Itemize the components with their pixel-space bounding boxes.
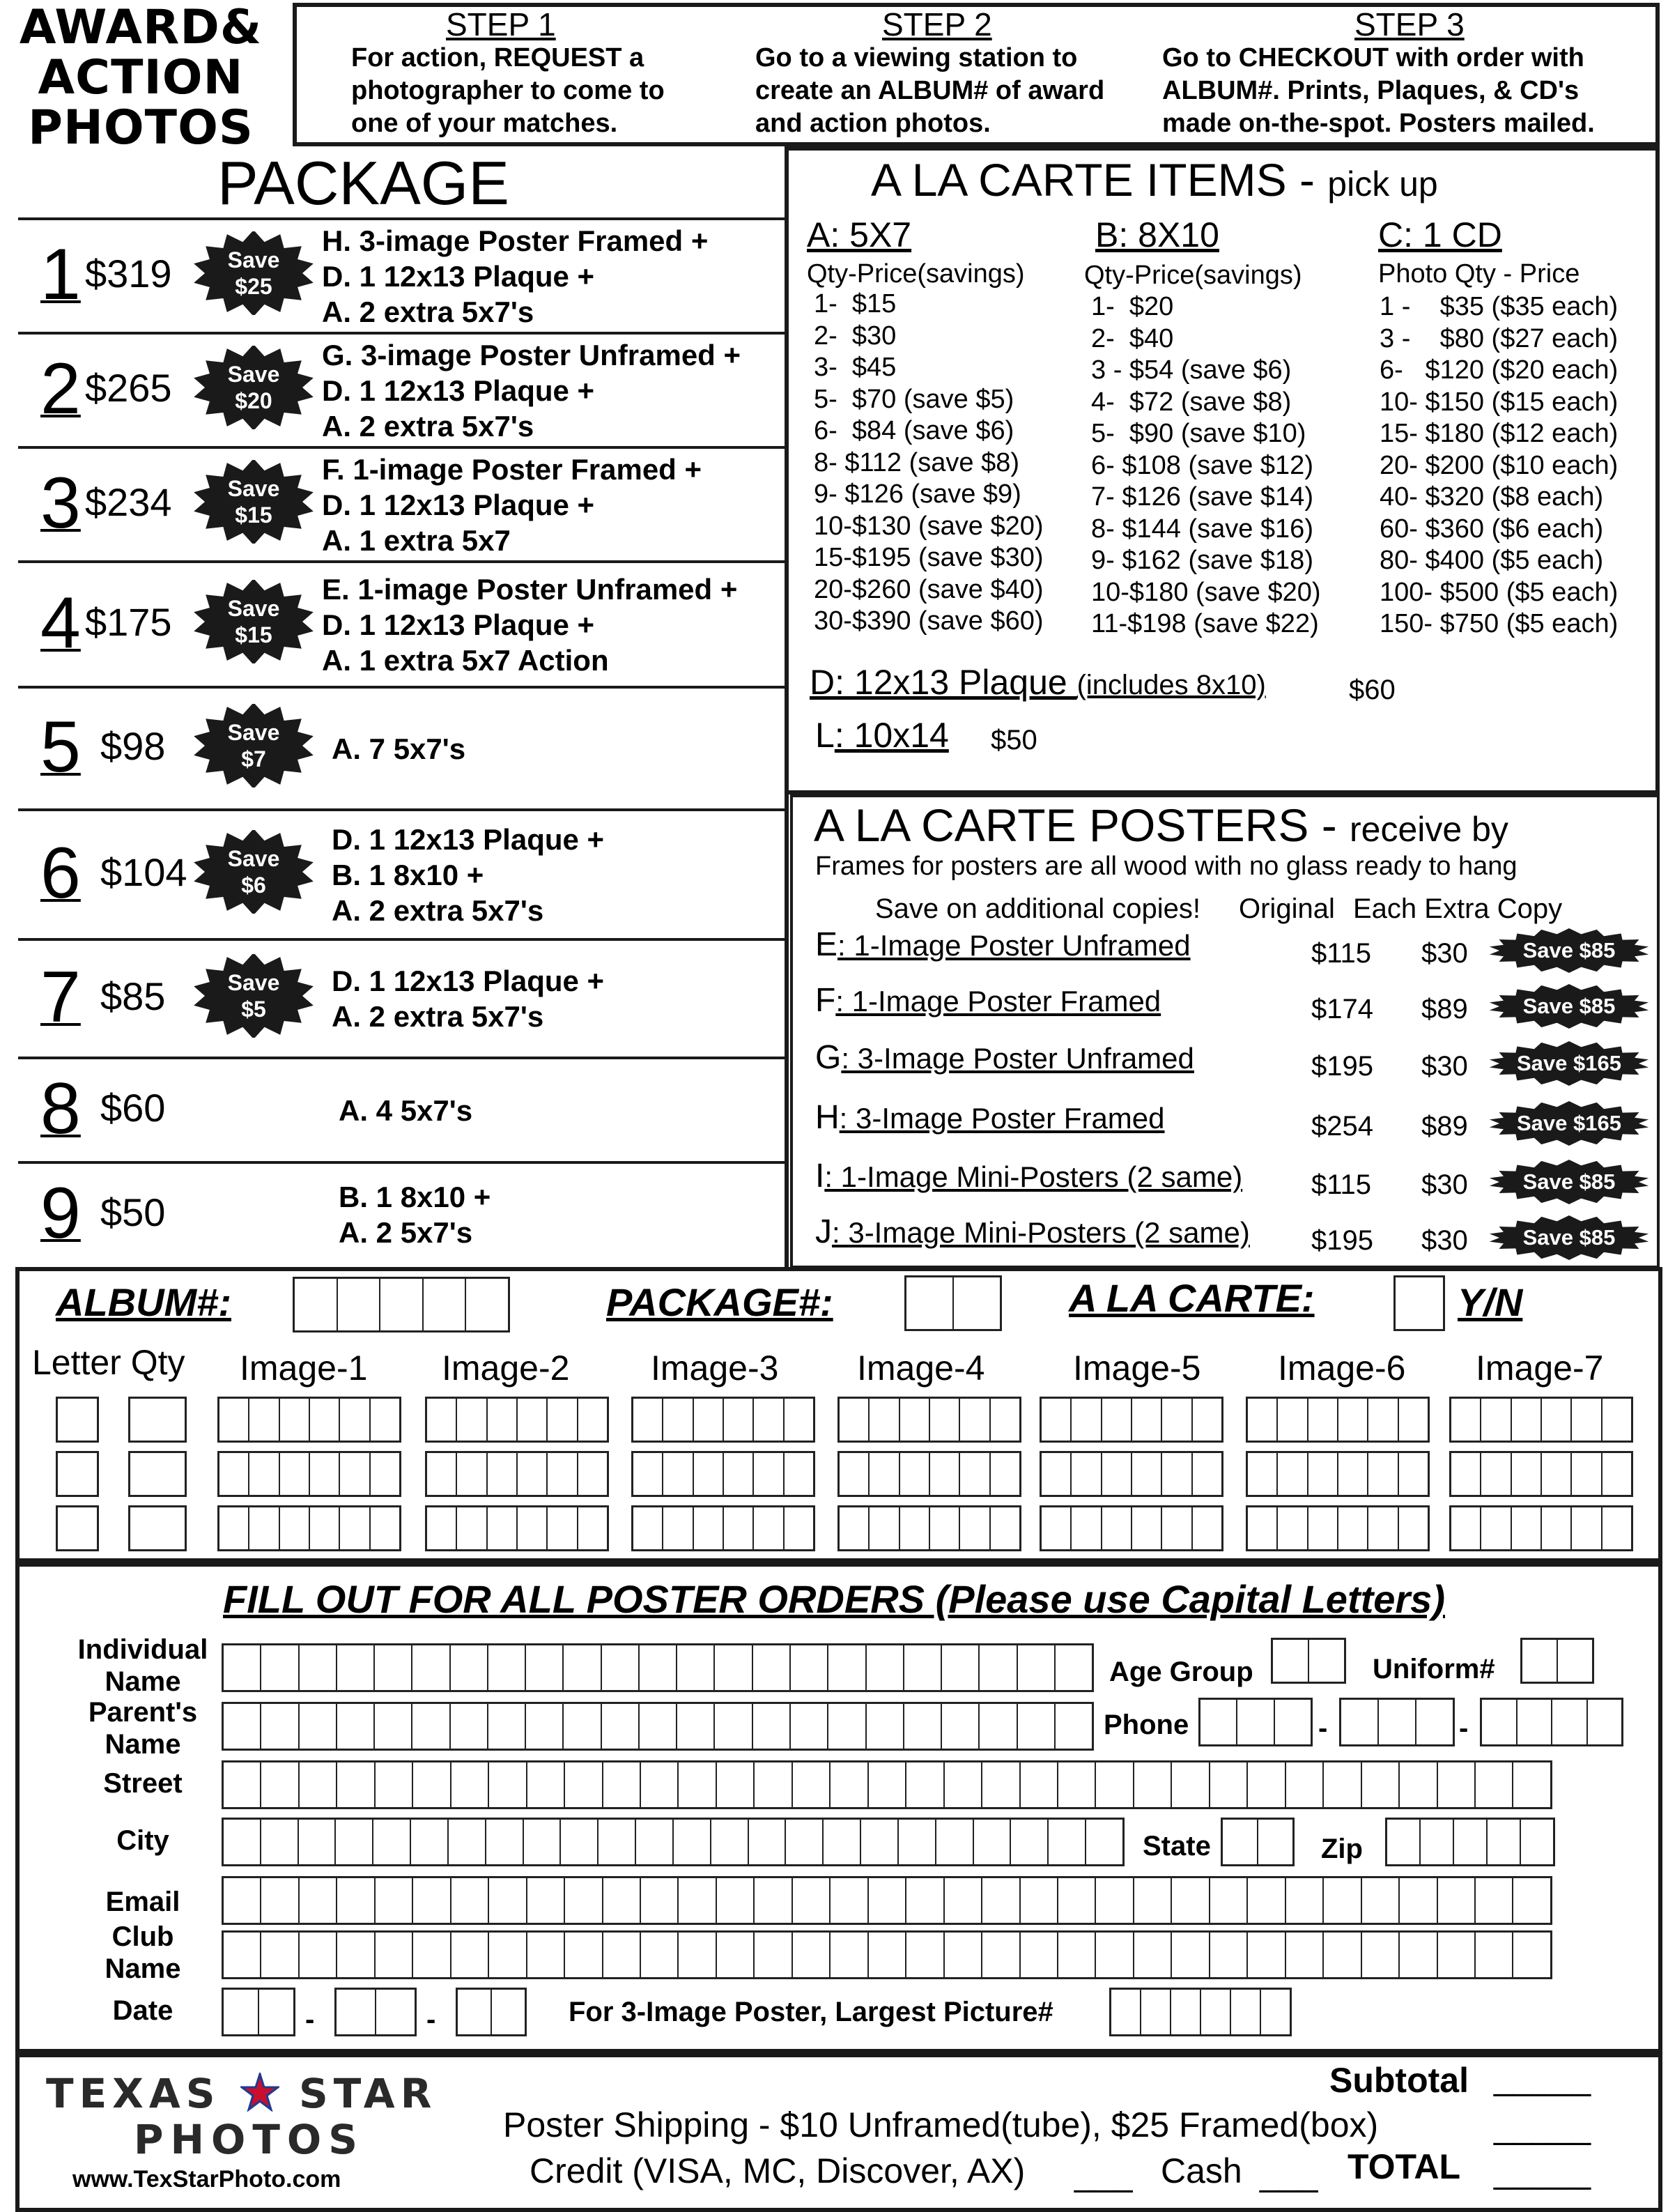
package-number: 7	[40, 957, 81, 1038]
state-input[interactable]	[1221, 1818, 1295, 1866]
package-number: 2	[40, 348, 81, 429]
package-items: D. 1 12x13 Plaque + B. 1 8x10 + A. 2 extra 5x7's	[332, 822, 605, 927]
star-icon	[240, 2073, 279, 2112]
image-number-input[interactable]	[1449, 1451, 1633, 1497]
total-label: TOTAL	[1347, 2147, 1461, 2186]
image-number-input[interactable]	[1246, 1397, 1430, 1443]
package-number-input[interactable]	[904, 1275, 1002, 1331]
date-month-input[interactable]	[222, 1988, 295, 2036]
street-input[interactable]	[222, 1760, 1552, 1809]
package-price: $234	[85, 480, 172, 524]
image-number-input[interactable]	[837, 1397, 1021, 1443]
plaque-row: D: 12x13 Plaque (includes 8x10)	[810, 663, 1266, 702]
state-label: State	[1143, 1831, 1211, 1861]
poster-original-price: $115	[1311, 1169, 1372, 1200]
image-header: Image-1	[240, 1349, 368, 1388]
package-price: $319	[85, 252, 172, 295]
image-number-input[interactable]	[425, 1397, 609, 1443]
poster-row: G: 3-Image Poster Unframed	[815, 1039, 1194, 1076]
phone-dash-1: -	[1318, 1713, 1328, 1744]
posters-col-save: Save on additional copies!	[875, 893, 1200, 924]
image-header: Image-5	[1073, 1349, 1201, 1388]
image-number-input[interactable]	[631, 1505, 815, 1551]
image-number-input[interactable]	[217, 1505, 401, 1551]
image-number-input[interactable]	[425, 1451, 609, 1497]
package-items: H. 3-image Poster Framed + D. 1 12x13 Plaque + A. 2 extra 5x7's	[322, 224, 709, 328]
save-burst: Save $15	[192, 580, 315, 663]
package-number-label: PACKAGE#:	[606, 1280, 833, 1324]
club-name-input[interactable]	[222, 1930, 1552, 1979]
package-divider	[18, 332, 785, 335]
letter-input[interactable]	[56, 1451, 99, 1497]
col-5x7-list: 1- $15 2- $30 3- $45 5- $70 (save $5) 6- $84 (save $6) 8- $112 (save $8) 9- $126 (save $9) 10-$130 (save $20) 15-$195 (save $30) 20-$260 (save $40) 30-$390 (save $60)	[814, 289, 1044, 636]
image-header: Image-7	[1476, 1349, 1604, 1388]
date-day-input[interactable]	[334, 1988, 417, 2036]
col-8x10-list: 1- $20 2- $40 3 - $54 (save $6) 4- $72 (save $8) 5- $90 (save $10) 6- $108 (save $12) 7- $126 (save $14) 8- $144 (save $16) 9- $162 (save $18) 10-$180 (save $20) 11-$198 (save $22)	[1091, 292, 1321, 638]
package-divider	[18, 808, 785, 811]
image-number-input[interactable]	[1449, 1505, 1633, 1551]
album-input[interactable]	[293, 1277, 510, 1332]
package-items: E. 1-image Poster Unframed + D. 1 12x13 Plaque + A. 1 extra 5x7 Action	[322, 572, 738, 677]
col-5x7-sub: Qty-Price(savings)	[807, 259, 1025, 289]
largest-picture-label: For 3-Image Poster, Largest Picture#	[569, 1997, 1053, 2027]
image-header: Image-4	[857, 1349, 985, 1388]
package-number: 6	[40, 833, 81, 914]
subtotal-label: Subtotal	[1329, 2061, 1469, 2100]
poster-row: F: 1-Image Poster Framed	[815, 982, 1161, 1019]
posters-col-original: Original	[1239, 893, 1335, 924]
poster-original-price: $254	[1311, 1111, 1373, 1142]
image-number-input[interactable]	[425, 1505, 609, 1551]
date-dash-2: -	[426, 2004, 436, 2035]
age-group-label: Age Group	[1109, 1657, 1253, 1687]
package-number: 1	[40, 234, 81, 315]
package-number: 4	[40, 583, 81, 663]
cash-text: Cash	[1161, 2151, 1242, 2190]
award-action-logo	[1, 0, 280, 155]
package-items: B. 1 8x10 + A. 2 5x7's	[339, 1181, 491, 1249]
parents-name-label: Parent's Name	[88, 1697, 198, 1760]
total-blank[interactable]: _____	[1494, 2151, 1591, 2190]
poster-row: J: 3-Image Mini-Posters (2 same)	[815, 1213, 1250, 1250]
image-number-input[interactable]	[837, 1505, 1021, 1551]
save-burst: Save $25	[192, 231, 315, 315]
package-title: PACKAGE	[217, 148, 509, 217]
club-name-label: Club Name	[105, 1921, 181, 1984]
poster-extra-price: $30	[1421, 1051, 1468, 1082]
uniform-input[interactable]	[1520, 1638, 1594, 1684]
poster-row: I: 1-Image Mini-Posters (2 same)	[815, 1158, 1243, 1195]
poster-extra-price: $30	[1421, 1169, 1468, 1200]
package-items: A. 7 5x7's	[332, 732, 466, 765]
image-number-input[interactable]	[1040, 1451, 1223, 1497]
shipping-blank[interactable]: _____	[1494, 2107, 1591, 2146]
package-divider	[18, 217, 785, 220]
poster-original-price: $174	[1311, 994, 1373, 1024]
step-1-title: STEP 1	[446, 6, 556, 43]
alacarte-yn-input[interactable]	[1393, 1275, 1445, 1331]
col-cd-header: C: 1 CD	[1378, 215, 1502, 254]
email-label: Email	[105, 1887, 180, 1917]
texas-star-brand: TEXAS STAR	[46, 2070, 438, 2117]
step-2-title: STEP 2	[882, 6, 992, 43]
letter-input[interactable]	[56, 1397, 99, 1443]
date-label: Date	[112, 1995, 173, 2026]
credit-text: Credit (VISA, MC, Discover, AX)	[530, 2151, 1026, 2190]
poster-row: E: 1-Image Poster Unframed	[815, 926, 1191, 963]
step-2-text: Go to a viewing station to create an ALBUM# of award and action photos.	[755, 43, 1105, 138]
package-price: $265	[85, 366, 172, 410]
subtotal-blank[interactable]: _____	[1494, 2058, 1591, 2097]
package-divider	[18, 1161, 785, 1164]
image-number-input[interactable]	[217, 1397, 401, 1443]
image-number-input[interactable]	[1246, 1505, 1430, 1551]
col-cd-sub: Photo Qty - Price	[1378, 259, 1580, 289]
parents-name-input[interactable]	[222, 1702, 1094, 1751]
image-number-input[interactable]	[631, 1397, 815, 1443]
save-burst: Save $5	[192, 954, 315, 1038]
poster-row: H: 3-Image Poster Framed	[815, 1099, 1165, 1136]
col-8x10-header: B: 8X10	[1095, 215, 1219, 254]
10x14-row: L: 10x14	[815, 716, 949, 755]
posters-col-extra: Each Extra Copy	[1353, 893, 1563, 924]
package-divider	[18, 1057, 785, 1059]
step-1-text: For action, REQUEST a photographer to come to one of your matches.	[351, 43, 665, 138]
package-price: $175	[85, 600, 172, 644]
website-url[interactable]: www.TexStarPhoto.com	[72, 2166, 341, 2192]
phone-prefix-input[interactable]	[1339, 1698, 1455, 1746]
image-number-input[interactable]	[1246, 1451, 1430, 1497]
age-group-input[interactable]	[1271, 1638, 1346, 1684]
col-8x10-sub: Qty-Price(savings)	[1084, 261, 1302, 290]
date-dash-1: -	[305, 2004, 315, 2035]
save-burst: Save $7	[192, 704, 315, 788]
image-number-input[interactable]	[1040, 1397, 1223, 1443]
image-header: Image-3	[651, 1349, 779, 1388]
package-divider	[18, 560, 785, 563]
poster-original-price: $195	[1311, 1225, 1373, 1256]
logo-line-3: PHOTOS	[28, 100, 254, 155]
package-divider	[18, 686, 785, 689]
package-price: $104	[100, 850, 187, 894]
image-number-input[interactable]	[837, 1451, 1021, 1497]
image-header: Image-6	[1278, 1349, 1406, 1388]
package-items: F. 1-image Poster Framed + D. 1 12x13 Plaque + A. 1 extra 5x7	[322, 452, 702, 557]
zip-label: Zip	[1321, 1834, 1363, 1864]
col-cd-list: 1 - $35 ($35 each) 3 - $80 ($27 each) 6- $120 ($20 each) 10- $150 ($15 each) 15- $180 ($12 each) 20- $200 ($10 each) 40- $320 ($8 each) 60- $360 ($6 each) 80- $400 ($5 each) 100- $500 ($5 each) 150- $750 ($5 each)	[1380, 292, 1619, 638]
poster-original-price: $115	[1311, 938, 1372, 969]
poster-extra-price: $30	[1421, 938, 1468, 969]
package-number: 9	[40, 1173, 81, 1254]
largest-picture-input[interactable]	[1109, 1988, 1292, 2036]
save-burst: Save $20	[192, 346, 315, 429]
image-header: Image-2	[442, 1349, 570, 1388]
street-label: Street	[103, 1768, 183, 1799]
save-burst: Save $6	[192, 830, 315, 914]
10x14-price: $50	[991, 725, 1037, 755]
step-3-title: STEP 3	[1354, 6, 1465, 43]
logo-line-1: AWARD&	[19, 0, 263, 55]
posters-title: A LA CARTE POSTERS - receive by	[814, 799, 1508, 851]
image-number-input[interactable]	[1040, 1505, 1223, 1551]
package-items: A. 4 5x7's	[339, 1093, 473, 1127]
package-price: $50	[100, 1190, 166, 1234]
date-year-input[interactable]	[456, 1988, 527, 2036]
poster-extra-price: $30	[1421, 1225, 1468, 1256]
phone-dash-2: -	[1459, 1713, 1469, 1744]
logo-line-2: ACTION	[38, 50, 244, 105]
plaque-price: $60	[1349, 675, 1396, 705]
package-number: 8	[40, 1068, 81, 1149]
qty-input[interactable]	[128, 1397, 187, 1443]
phone-area-input[interactable]	[1198, 1698, 1313, 1746]
individual-name-input[interactable]	[222, 1643, 1094, 1692]
alacarte-items-title: A LA CARTE ITEMS - pick up	[871, 154, 1438, 206]
package-price: $85	[100, 974, 166, 1018]
package-divider	[18, 446, 785, 449]
letter-input[interactable]	[56, 1505, 99, 1551]
col-5x7-header: A: 5X7	[807, 215, 912, 254]
poster-original-price: $195	[1311, 1051, 1373, 1082]
poster-save-burst: Save $85	[1488, 928, 1650, 973]
package-items: D. 1 12x13 Plaque + A. 2 extra 5x7's	[332, 965, 605, 1033]
poster-save-burst: Save $165	[1488, 1041, 1650, 1086]
package-items: G. 3-image Poster Unframed + D. 1 12x13 Plaque + A. 2 extra 5x7's	[322, 338, 741, 443]
poster-save-burst: Save $85	[1488, 1160, 1650, 1204]
image-number-input[interactable]	[1449, 1397, 1633, 1443]
phone-line-input[interactable]	[1480, 1698, 1623, 1746]
package-number: 3	[40, 463, 81, 544]
package-price: $98	[100, 724, 166, 768]
individual-name-label: Individual Name	[77, 1634, 208, 1697]
credit-blank[interactable]: ___	[1074, 2154, 1133, 2193]
step-3-text: Go to CHECKOUT with order with ALBUM#. Prints, Plaques, & CD's made on-the-spot. Posters mailed.	[1162, 43, 1595, 138]
save-burst: Save $15	[192, 460, 315, 544]
cash-blank[interactable]: ___	[1260, 2154, 1318, 2193]
posters-subtitle: Frames for posters are all wood with no glass ready to hang	[815, 852, 1518, 881]
poster-extra-price: $89	[1421, 994, 1468, 1024]
qty-input[interactable]	[128, 1505, 187, 1551]
zip-input[interactable]	[1385, 1818, 1555, 1866]
package-column-divider	[785, 794, 789, 1268]
city-label: City	[116, 1825, 169, 1856]
phone-label: Phone	[1104, 1710, 1189, 1740]
package-price: $60	[100, 1086, 166, 1130]
image-number-input[interactable]	[217, 1451, 401, 1497]
letter-qty-label: Letter Qty	[32, 1343, 185, 1382]
album-label: ALBUM#:	[56, 1280, 231, 1324]
poster-save-burst: Save $85	[1488, 1215, 1650, 1260]
poster-form-title: FILL OUT FOR ALL POSTER ORDERS (Please use Capital Letters)	[223, 1577, 1445, 1621]
shipping-text: Poster Shipping - $10 Unframed(tube), $25 Framed(box)	[503, 2105, 1379, 2144]
photos-brand: PHOTOS	[134, 2116, 364, 2163]
package-divider	[18, 938, 785, 941]
poster-save-burst: Save $165	[1488, 1101, 1650, 1146]
city-input[interactable]	[222, 1818, 1125, 1866]
yn-label: Y/N	[1458, 1280, 1523, 1324]
poster-save-burst: Save $85	[1488, 984, 1650, 1029]
alacarte-label: A LA CARTE:	[1069, 1276, 1315, 1320]
poster-extra-price: $89	[1421, 1111, 1468, 1142]
qty-input[interactable]	[128, 1451, 187, 1497]
image-number-input[interactable]	[631, 1451, 815, 1497]
email-input[interactable]	[222, 1876, 1552, 1925]
package-number: 5	[40, 707, 81, 788]
uniform-label: Uniform#	[1373, 1654, 1495, 1684]
